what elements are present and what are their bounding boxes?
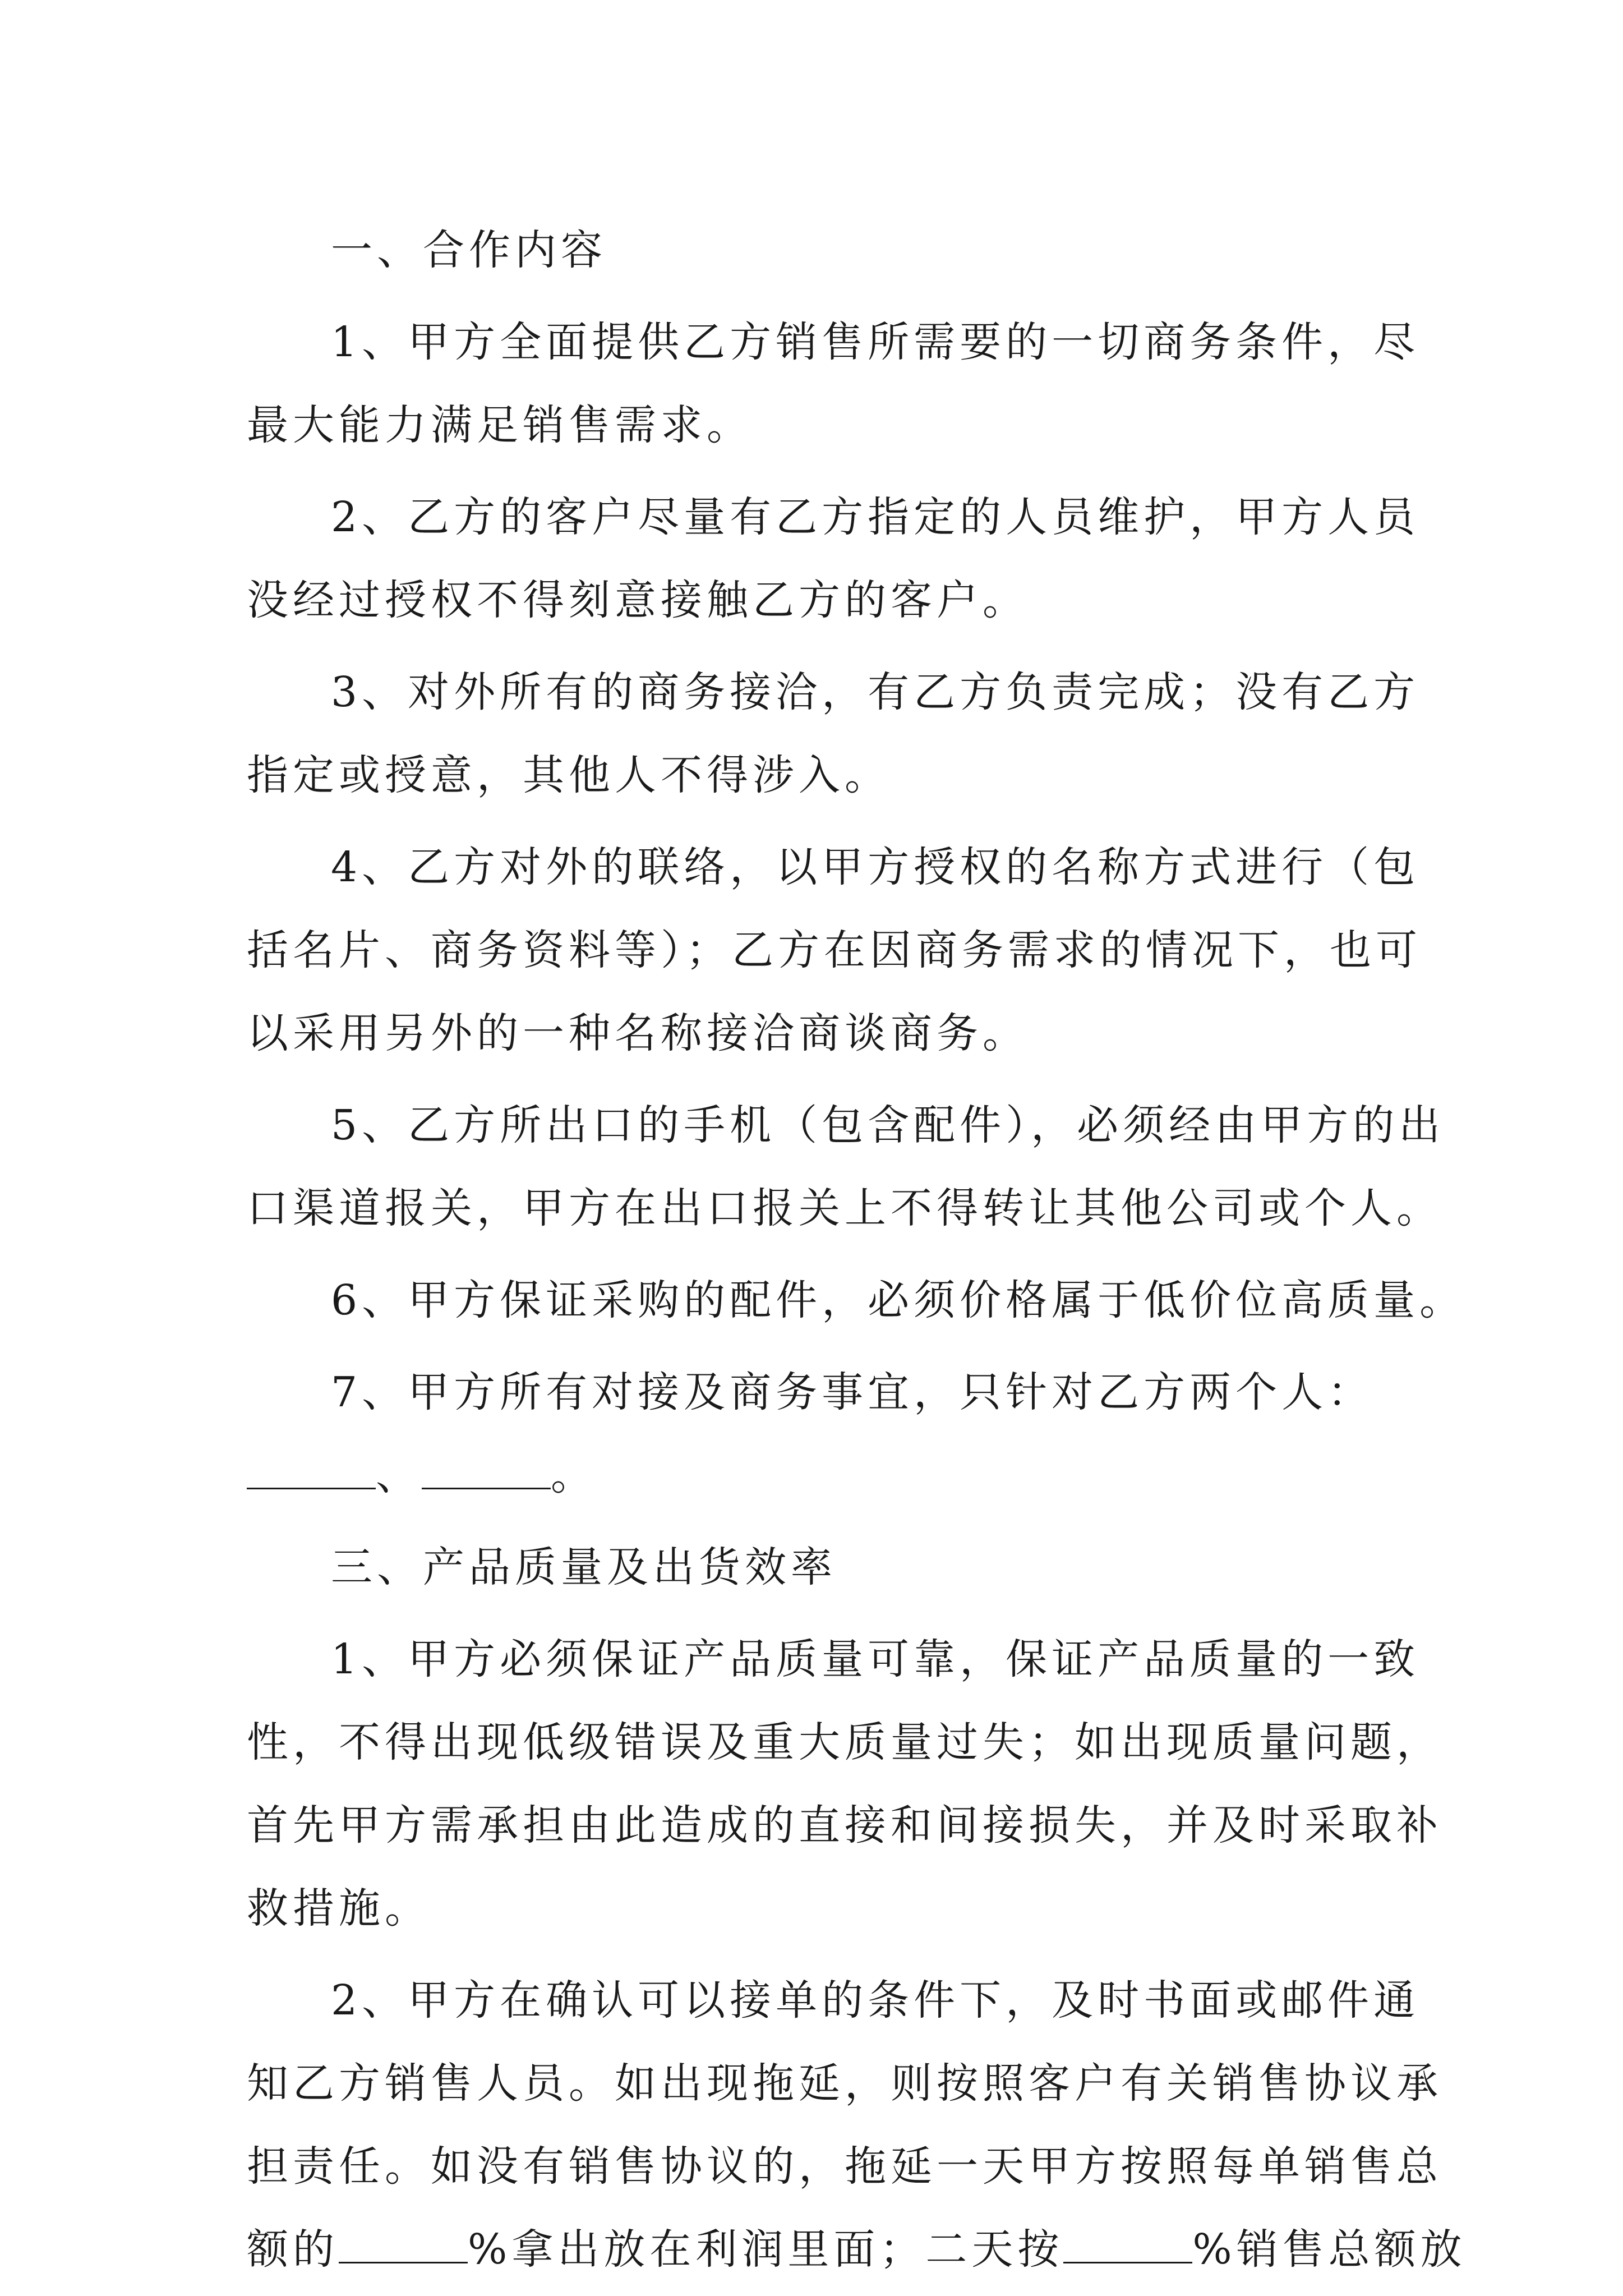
paragraph-line: 性，不得出现低级错误及重大质量过失；如出现质量问题，	[247, 1718, 1442, 1766]
blank-field[interactable]	[1063, 2223, 1192, 2263]
paragraph-line: 括名片、商务资料等）；乙方在因商务需求的情况下，也可	[247, 926, 1422, 974]
clause-1-1	[247, 301, 1420, 467]
text-segment: 额的	[247, 2225, 339, 2274]
text-segment: %拿出放在利润里面；二天按	[468, 2225, 1064, 2274]
clause-1-7	[247, 1351, 1391, 1517]
section-heading-quality: 三、产品质量及出货效率	[331, 1543, 837, 1591]
paragraph-line: 以采用另外的一种名称接洽商谈商务。	[247, 1009, 1029, 1057]
clause-3-2	[247, 1959, 1467, 2291]
clause-1-2	[247, 476, 1420, 642]
paragraph-line: 首先甲方需承担由此造成的直接和间接损失，并及时采取补	[247, 1801, 1442, 1849]
blank-field[interactable]	[339, 2223, 468, 2263]
paragraph-line: 1、甲方必须保证产品质量可靠，保证产品质量的一致	[331, 1635, 1420, 1683]
paragraph-line: 知乙方销售人员。如出现拖延，则按照客户有关销售协议承	[247, 2059, 1442, 2108]
paragraph-line: 担责任。如没有销售协议的，拖延一天甲方按照每单销售总	[247, 2142, 1442, 2191]
paragraph-line: 7、甲方所有对接及商务事宜，只针对乙方两个人：	[331, 1368, 1374, 1416]
paragraph-line: 没经过授权不得刻意接触乙方的客户。	[247, 576, 1029, 624]
paragraph-line: 口渠道报关，甲方在出口报关上不得转让其他公司或个人。	[247, 1184, 1442, 1232]
blank-field[interactable]	[422, 1448, 551, 1489]
paragraph-line: 4、乙方对外的联络，以甲方授权的名称方式进行（包	[331, 843, 1420, 891]
paragraph-line: 6、甲方保证采购的配件，必须价格属于低价位高质量。	[331, 1276, 1466, 1324]
fill-in-line	[247, 1434, 1391, 1517]
paragraph-line: 5、乙方所出口的手机（包含配件），必须经由甲方的出	[331, 1101, 1445, 1149]
paragraph-line: 2、甲方在确认可以接单的条件下，及时书面或邮件通	[331, 1976, 1420, 2024]
paragraph-line: 1、甲方全面提供乙方销售所需要的一切商务条件，尽	[331, 318, 1420, 366]
clause-1-6	[247, 1259, 1466, 1342]
text-segment: %销售总额放	[1192, 2225, 1467, 2274]
clause-1-4	[247, 826, 1422, 1075]
paragraph-line: 2、乙方的客户尽量有乙方指定的人员维护，甲方人员	[331, 493, 1420, 541]
paragraph-line: 最大能力满足销售需求。	[247, 401, 753, 449]
clause-1-3	[247, 651, 1420, 817]
section-heading-cooperation: 一、合作内容	[331, 226, 607, 274]
paragraph-line-with-blanks	[247, 2208, 1467, 2291]
blank-field[interactable]	[247, 1448, 376, 1489]
paragraph-line: 3、对外所有的商务接洽，有乙方负责完成；没有乙方	[331, 668, 1420, 716]
clause-1-5	[247, 1084, 1445, 1250]
clause-3-1	[247, 1618, 1442, 1950]
blank-separator: 、	[376, 1451, 422, 1499]
document-body	[247, 209, 1467, 2291]
blank-end: 。	[551, 1451, 597, 1499]
paragraph-line: 救措施。	[247, 1884, 431, 1932]
paragraph-line: 指定或授意，其他人不得涉入。	[247, 751, 891, 799]
